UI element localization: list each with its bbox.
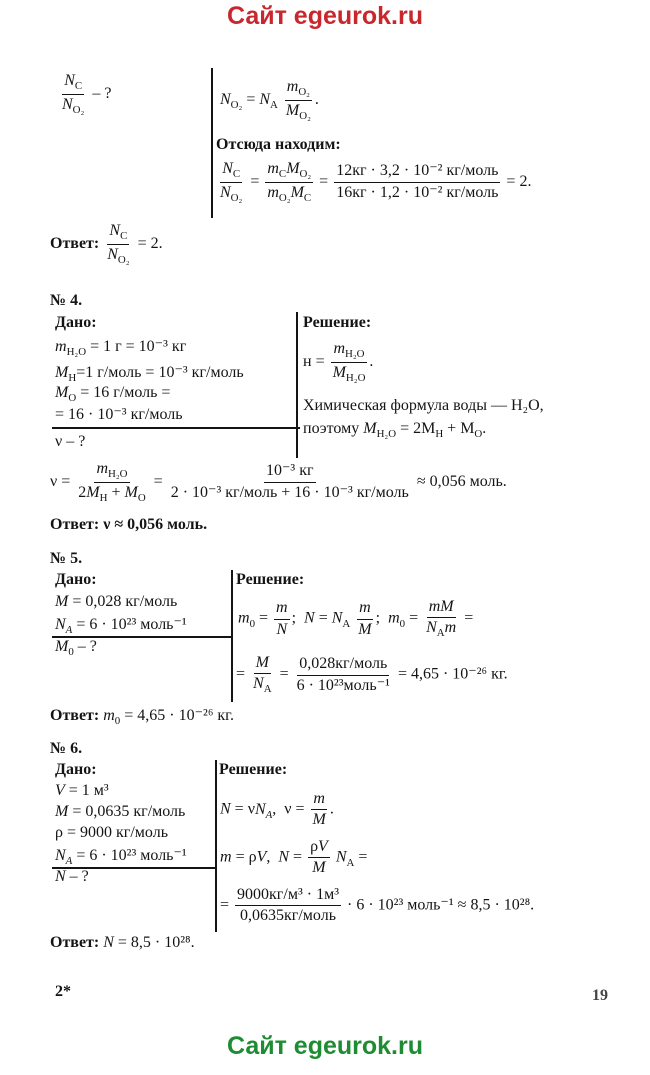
p4-given-MO2: = 16 · 10⁻³ кг/моль	[55, 406, 183, 423]
p5-divider	[231, 570, 233, 702]
p3-divider	[211, 68, 213, 218]
p3-formula-2: $\frac{N_C}{N_{O_2}}$ = $\frac{m_CM_{O_2}}{m_{O_2}M_C}$ = $\frac{\text{12кг · 3,2 · 10⁻² кг/моль}}{\text{16кг · 1,2 · 10⁻² кг/моль}}$ = 2.	[220, 160, 532, 204]
p4-sol-nu: н = $\frac{m_{H_2O}}{M_{H_2O}}$ .	[303, 340, 374, 384]
p4-divider	[296, 312, 298, 458]
p5-calc: = $\frac{M}{N_A}$ = $\frac{\text{0,028кг/моль}}{\text{6 · 10²³моль⁻¹}}$ = 4,65 · 10⁻²⁶ кг.	[236, 654, 508, 696]
p3-given: $\frac{N_C}{N_{O_2}}$ – ?	[62, 72, 112, 116]
p4-solution-label: Решение:	[303, 314, 372, 331]
p6-answer: Ответ: N = 8,5 · 10²⁸.	[50, 934, 195, 951]
site-header: Сайт egeurok.ru	[226, 2, 424, 30]
page-mark: 2*	[55, 983, 71, 1000]
p4-sol-text2: поэтому $M_{H_2O} = 2M_H + M_O$.	[303, 420, 487, 441]
p4-given-line	[52, 427, 300, 429]
p5-calc-den: 6 · 10²³моль⁻¹	[296, 676, 390, 694]
p6-find: N – ?	[55, 868, 89, 885]
p5-solution-label: Решение:	[236, 571, 305, 588]
p5-given-label: Дано:	[55, 571, 97, 588]
p6-given-NA: $N_A = 6 \cdot 10^{23}$ моль⁻¹	[55, 847, 187, 868]
p6-given-V: V = 1 м³	[55, 782, 109, 799]
p3-calc-result: = 2.	[506, 172, 532, 190]
p3-otsyuda: Отсюда находим:	[216, 136, 341, 153]
p5-answer: Ответ: $m_0 = 4,65 \cdot 10^{-26}$ кг.	[50, 707, 234, 728]
p4-calc-den: 2 · 10⁻³ кг/моль + 16 · 10⁻³ кг/моль	[170, 483, 409, 501]
p6-calc-result: · 6 · 10²³ моль⁻¹ ≈ 8,5 · 10²⁸.	[346, 896, 535, 914]
p3-answer: Ответ: $\frac{N_C}{N_{O_2}}$ = 2.	[50, 222, 163, 266]
p5-sol-formulas: $m_0$ = $\frac{m}{N}$ ; $N = N_A$ $\frac{m}{M}$ ; $m_0$ = $\frac{mM}{N_Am}$ =	[238, 598, 474, 640]
p6-given-label: Дано:	[55, 761, 97, 778]
p6-divider	[215, 760, 217, 932]
page-number: 19	[592, 987, 608, 1004]
p3-formula-1: $N_{O_2} = N_A$ $\frac{m_{O_2}}{M_{O_2}}$ .	[220, 78, 319, 122]
p6-calc: = $\frac{\text{9000кг/м³ · 1м³}}{\text{0,0635кг/моль}}$ · 6 · 10²³ моль⁻¹ ≈ 8,5 · 10²⁸.	[220, 886, 535, 925]
p6-solution-label: Решение:	[219, 761, 288, 778]
p4-calc-result: ≈ 0,056 моль.	[416, 472, 507, 490]
p6-given-M: M = 0,0635 кг/моль	[55, 803, 186, 820]
p5-calc-num: 0,028кг/моль	[297, 655, 389, 675]
p3-calc-den: 16кг · 1,2 · 10⁻² кг/моль	[336, 183, 499, 201]
p4-given-MO: $M_O = 16$ г/моль =	[55, 384, 171, 405]
p6-calc-num: 9000кг/м³ · 1м³	[235, 886, 341, 906]
p4-given-label: Дано:	[55, 314, 97, 331]
p4-calc: ν = $\frac{m_{H_2O}}{2M_H + M_O}$ = $\frac{\text{10⁻³ кг}}{\text{2 · 10⁻³ кг/моль + 16 · 10⁻³ кг/моль}}$ ≈ 0,056 моль.	[50, 460, 507, 504]
p4-find: ν – ?	[55, 433, 86, 450]
p6-number: № 6.	[50, 740, 83, 757]
p4-given-MH: $M_H=1$ г/моль = 10⁻³ кг/моль	[55, 364, 244, 385]
p6-calc-den: 0,0635кг/моль	[240, 907, 336, 925]
p6-sol-line2: m = ρV, N = $\frac{\rho V}{M}$ $N_A$ =	[220, 838, 368, 877]
p5-given-M: M = 0,028 кг/моль	[55, 593, 178, 610]
p4-number: № 4.	[50, 292, 83, 309]
p4-answer: Ответ: ν ≈ 0,056 моль.	[50, 516, 208, 533]
p5-given-NA: $N_A = 6 \cdot 10^{23}$ моль⁻¹	[55, 616, 187, 637]
p3-calc-num: 12кг · 3,2 · 10⁻² кг/моль	[334, 162, 500, 182]
p4-given-m: $m_{H_2O} = 1$ г = 10⁻³ кг	[55, 338, 187, 359]
p4-calc-num: 10⁻³ кг	[264, 462, 316, 482]
p5-number: № 5.	[50, 550, 83, 567]
p6-sol-line1: $N = \nu N_A$, ν = $\frac{m}{M}$ .	[220, 790, 334, 829]
site-footer: Сайт egeurok.ru	[226, 1032, 424, 1060]
p6-given-rho: ρ = 9000 кг/моль	[55, 824, 168, 841]
p5-calc-result: = 4,65 · 10⁻²⁶ кг.	[397, 665, 508, 683]
p5-find: $M_0$ – ?	[55, 638, 97, 659]
p4-sol-text1: Химическая формула воды — H₂O,	[303, 397, 544, 414]
